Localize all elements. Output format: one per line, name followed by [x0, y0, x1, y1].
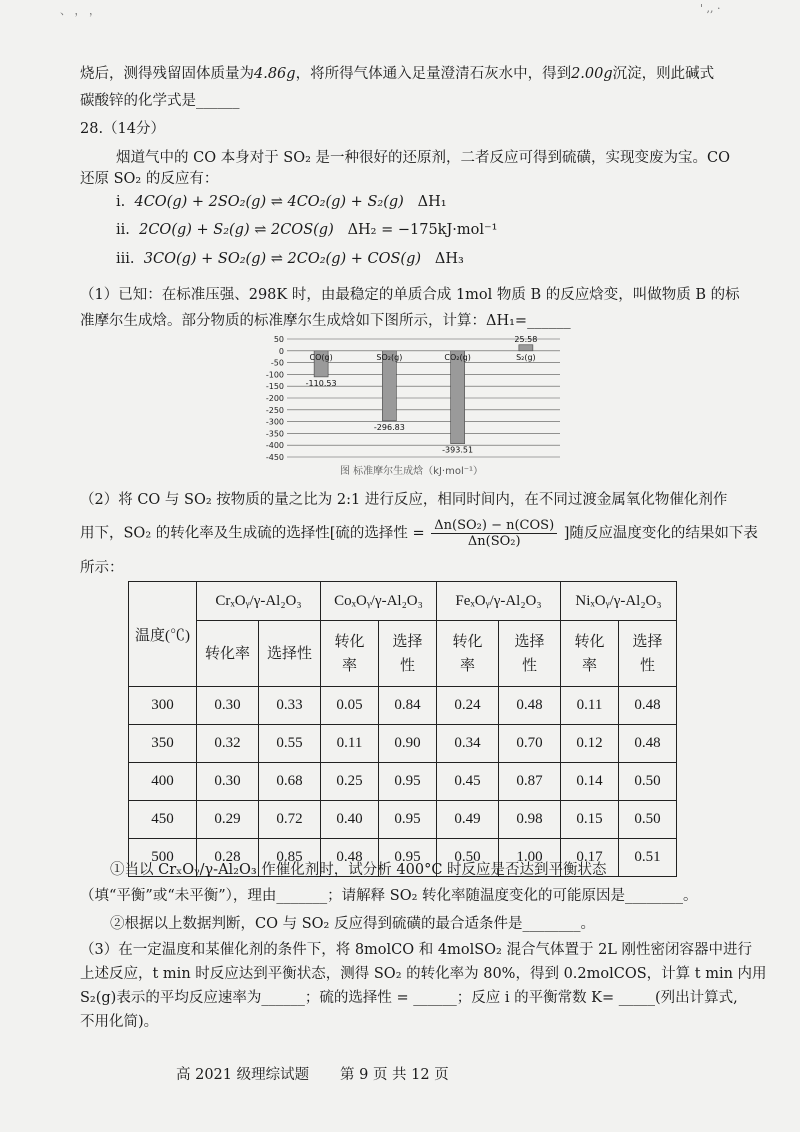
part2-line-1: （2）将 CO 与 SO₂ 按物质的量之比为 2:1 进行反应，相同时间内，在不同过渡金属氧化物催化剂作	[80, 492, 728, 508]
value-cell: 0.55	[259, 725, 321, 763]
value-cell: 0.49	[437, 801, 499, 839]
value-cell: 0.48	[499, 687, 561, 725]
part2-line-3: 所示：	[80, 560, 124, 576]
y-tick-label: -150	[265, 382, 284, 392]
data-label: -110.53	[305, 378, 337, 388]
value-cell: 0.11	[561, 687, 619, 725]
subq-2: ②根据以上数据判断，CO 与 SO₂ 反应得到硫磺的最合适条件是________。	[110, 916, 595, 932]
category-label: CO(g)	[309, 352, 333, 362]
value-cell: 0.51	[619, 839, 677, 877]
intro-text: 烧后，测得残留固体质量为	[80, 66, 254, 82]
value-cell: 0.48	[619, 725, 677, 763]
table-row	[129, 687, 677, 725]
value-cell: 0.24	[437, 687, 499, 725]
part3-line-3: S₂(g)表示的平均反应速率为______；硫的选择性 = ______；反应 i 的平衡常数 K= _____(列出计算式,	[80, 990, 738, 1006]
y-tick-label: -350	[265, 429, 284, 439]
fraction-numerator: Δn(SO₂) − n(COS)	[431, 518, 557, 534]
y-tick-label: -250	[265, 405, 284, 415]
catalyst-data-table	[128, 581, 677, 877]
question-para-1: 烟道气中的 CO 本身对于 SO₂ 是一种很好的还原剂，二者反应可得到硫磺，实现变废为宝。CO	[116, 150, 731, 166]
sub-header: 选择 性	[499, 621, 561, 687]
value-cell: 0.95	[379, 801, 437, 839]
reaction-label: i.	[116, 194, 126, 210]
value-cell: 0.28	[197, 839, 259, 877]
sub-header: 选择 性	[619, 621, 677, 687]
value-cell: 0.68	[259, 763, 321, 801]
category-label: SO₂(g)	[376, 352, 403, 362]
value-cell: 0.32	[197, 725, 259, 763]
intro-line-2: 碳酸锌的化学式是______	[80, 93, 240, 109]
value-cell: 0.50	[619, 763, 677, 801]
value-cell: 0.11	[321, 725, 379, 763]
value-cell: 0.40	[321, 801, 379, 839]
reaction-equation: 2CO(g) + S₂(g) ⇌ 2COS(g)	[139, 222, 334, 238]
value-cell: 0.84	[379, 687, 437, 725]
bar	[451, 351, 465, 444]
catalyst-header: CrₓOᵧ/γ-Al₂O₃	[197, 582, 321, 621]
value-cell: 0.29	[197, 801, 259, 839]
value-cell: 0.72	[259, 801, 321, 839]
precipitate-mass: 2.00g	[571, 66, 613, 82]
catalyst-header: FeₓOᵧ/γ-Al₂O₃	[437, 582, 561, 621]
value-cell: 0.30	[197, 763, 259, 801]
value-cell: 0.45	[437, 763, 499, 801]
temperature-cell: 350	[129, 725, 197, 763]
data-label: 25.58	[514, 334, 538, 344]
temperature-header: 温度(℃)	[129, 582, 197, 687]
temperature-cell: 450	[129, 801, 197, 839]
value-cell: 0.95	[379, 839, 437, 877]
value-cell: 0.85	[259, 839, 321, 877]
y-tick-label: -200	[265, 394, 284, 403]
residue-mass: 4.86g	[254, 66, 296, 82]
reaction-label: iii.	[116, 251, 135, 267]
sub-header: 转化 率	[561, 621, 619, 687]
reaction-i	[116, 194, 447, 210]
value-cell: 0.70	[499, 725, 561, 763]
part3-line-1: （3）在一定温度和某催化剂的条件下，将 8molCO 和 4molSO₂ 混合气体置于 2L 刚性密闭容器中进行	[80, 942, 753, 958]
part2-text: ]随反应温度变化的结果如下表	[563, 525, 758, 542]
part1-line-1: （1）已知：在标准压强、298K 时，由最稳定的单质合成 1mol 物质 B 的反应焓变，叫做物质 B 的标	[80, 287, 740, 303]
reaction-enthalpy: ΔH₃	[434, 251, 464, 267]
subq-1-line-1: ①当以 CrₓOᵧ/γ-Al₂O₃ 作催化剂时，试分析 400°C 时反应是否达到平衡状态	[110, 862, 607, 878]
footer-page: 第 9 页 共 12 页	[340, 1067, 449, 1083]
temperature-cell: 400	[129, 763, 197, 801]
table-body	[129, 687, 677, 877]
reaction-equation: 4CO(g) + 2SO₂(g) ⇌ 4CO₂(g) + S₂(g)	[134, 194, 404, 210]
question-para-2: 还原 SO₂ 的反应有：	[80, 171, 219, 187]
reaction-equation: 3CO(g) + SO₂(g) ⇌ 2CO₂(g) + COS(g)	[143, 251, 422, 267]
value-cell: 0.17	[561, 839, 619, 877]
y-tick-label: -450	[265, 453, 284, 462]
value-cell: 0.34	[437, 725, 499, 763]
value-cell: 0.98	[499, 801, 561, 839]
value-cell: 0.95	[379, 763, 437, 801]
y-tick-label: -100	[265, 370, 284, 380]
part2-text: 用下，SO₂ 的转化率及生成硫的选择性[硫的选择性 =	[80, 525, 425, 542]
intro-line-1	[80, 62, 714, 83]
sub-header: 选择 性	[379, 621, 437, 687]
table-row	[129, 763, 677, 801]
value-cell: 0.30	[197, 687, 259, 725]
selectivity-fraction	[431, 518, 557, 549]
catalyst-header: CoₓOᵧ/γ-Al₂O₃	[321, 582, 437, 621]
value-cell: 0.05	[321, 687, 379, 725]
footer-title: 高 2021 级理综试题	[176, 1067, 310, 1083]
value-cell: 0.48	[619, 687, 677, 725]
value-cell: 0.48	[321, 839, 379, 877]
part3-line-4: 不用化简)。	[80, 1014, 159, 1030]
category-label: S₂(g)	[516, 352, 536, 362]
question-number: 28.（14分）	[80, 121, 166, 137]
y-tick-label: 50	[273, 335, 284, 344]
value-cell: 0.50	[619, 801, 677, 839]
part3-line-2: 上述反应，t min 时反应达到平衡状态，测得 SO₂ 的转化率为 80%，得到 0.2molCOS，计算 t min 内用	[80, 966, 767, 982]
value-cell: 0.14	[561, 763, 619, 801]
y-tick-label: -400	[265, 441, 284, 451]
value-cell: 0.25	[321, 763, 379, 801]
chart-caption: 图 标准摩尔生成焓（kJ·mol⁻¹）	[340, 466, 484, 477]
table-row	[129, 725, 677, 763]
temperature-cell: 300	[129, 687, 197, 725]
value-cell: 0.90	[379, 725, 437, 763]
header-faint-left: 、 ， ，	[60, 4, 100, 17]
intro-text: 沉淀，则此碱式	[612, 66, 715, 82]
data-label: -393.51	[442, 445, 474, 455]
value-cell: 0.50	[437, 839, 499, 877]
value-cell: 1.00	[499, 839, 561, 877]
sub-header: 转化率	[197, 621, 259, 687]
sub-header: 转化 率	[437, 621, 499, 687]
y-tick-label: 0	[278, 346, 284, 356]
reaction-iii	[116, 251, 464, 267]
part2-line-2	[80, 518, 758, 549]
bar	[519, 345, 533, 351]
sub-header: 选择性	[259, 621, 321, 687]
table-row	[129, 801, 677, 839]
temperature-cell: 500	[129, 839, 197, 877]
y-tick-label: -300	[265, 417, 284, 427]
reaction-enthalpy: ΔH₂ = −175kJ·mol⁻¹	[347, 222, 498, 238]
header-faint-right: ' ,, ·	[700, 2, 721, 15]
reaction-label: ii.	[116, 222, 130, 238]
reaction-enthalpy: ΔH₁	[417, 194, 447, 210]
category-label: CO₂(g)	[444, 352, 471, 362]
value-cell: 0.12	[561, 725, 619, 763]
value-cell: 0.15	[561, 801, 619, 839]
sub-header: 转化 率	[321, 621, 379, 687]
enthalpy-bar-chart	[255, 333, 565, 473]
part1-line-2: 准摩尔生成焓。部分物质的标准摩尔生成焓如下图所示，计算：ΔH₁=______	[80, 313, 571, 329]
data-label: -296.83	[373, 422, 405, 432]
reaction-ii	[116, 222, 497, 238]
value-cell: 0.87	[499, 763, 561, 801]
catalyst-header: NiₓOᵧ/γ-Al₂O₃	[561, 582, 677, 621]
intro-text: ，将所得气体通入足量澄清石灰水中，得到	[295, 66, 572, 82]
subq-1-line-2: （填“平衡”或“未平衡”），理由_______；请解释 SO₂ 转化率随温度变化的可能原因是________。	[80, 888, 698, 904]
fraction-denominator: Δn(SO₂)	[467, 534, 521, 549]
value-cell: 0.33	[259, 687, 321, 725]
y-tick-label: -50	[270, 358, 284, 368]
